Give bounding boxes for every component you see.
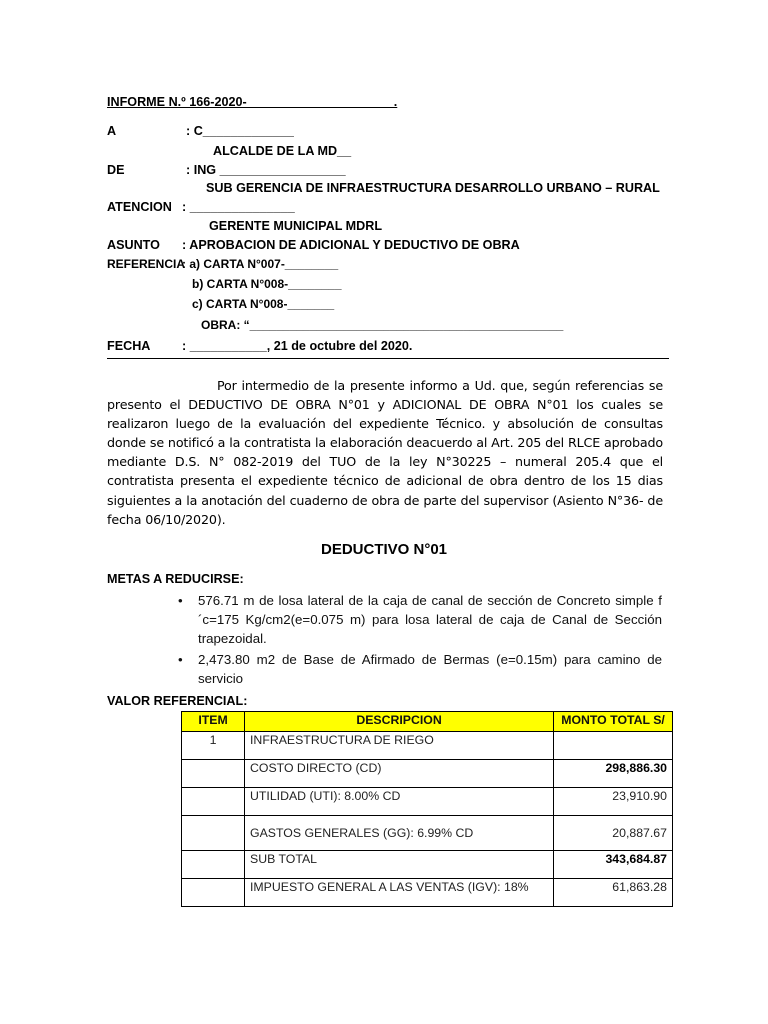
valor-referencial-table <box>181 711 673 907</box>
asunto-value: : APROBACION DE ADICIONAL Y DEDUCTIVO DE OBRA <box>182 238 520 252</box>
cell-item <box>182 816 245 851</box>
section-title: DEDUCTIVO N°01 <box>320 541 448 558</box>
cell-descripcion: COSTO DIRECTO (CD) <box>245 760 554 788</box>
obra-line: OBRA: “_______________________________________________ <box>201 318 564 332</box>
de-sender-title: SUB GERENCIA DE INFRAESTRUCTURA DESARROLLO URBANO – RURAL <box>206 181 660 195</box>
asunto-label: ASUNTO <box>107 238 160 252</box>
table-row <box>182 816 673 851</box>
cell-item <box>182 788 245 816</box>
fecha-label: FECHA <box>107 339 151 353</box>
cell-item <box>182 879 245 907</box>
valor-referencial-label: VALOR REFERENCIAL: <box>107 694 248 708</box>
column-header-monto: MONTO TOTAL S/ <box>554 712 673 732</box>
referencia-label: REFERENCIA <box>107 257 186 271</box>
de-value: : ING __________________ <box>186 163 346 177</box>
body-paragraph <box>107 376 663 529</box>
cell-descripcion: GASTOS GENERALES (GG): 6.99% CD <box>245 816 554 851</box>
a-label: A <box>107 124 117 138</box>
table-row <box>182 760 673 788</box>
cell-item <box>182 760 245 788</box>
cell-monto <box>554 732 673 760</box>
table-row <box>182 788 673 816</box>
cell-descripcion: UTILIDAD (UTI): 8.00% CD <box>245 788 554 816</box>
referencia-c: c) CARTA N°008-_______ <box>192 297 335 311</box>
column-header-item: ITEM <box>182 712 245 732</box>
cell-descripcion: SUB TOTAL <box>245 851 554 879</box>
bullet-dot-icon: • <box>178 593 183 608</box>
table-row <box>182 851 673 879</box>
de-label: DE <box>107 163 125 177</box>
cell-item: 1 <box>182 732 245 760</box>
header-divider <box>107 358 669 359</box>
table-row <box>182 732 673 760</box>
metas-label: METAS A REDUCIRSE: <box>107 572 244 586</box>
a-value: : C_____________ <box>186 124 294 138</box>
cell-monto: 61,863.28 <box>554 879 673 907</box>
a-recipient-title: ALCALDE DE LA MD__ <box>213 144 352 158</box>
cell-monto: 343,684.87 <box>554 851 673 879</box>
cell-monto: 298,886.30 <box>554 760 673 788</box>
cell-item <box>182 851 245 879</box>
table-row <box>182 879 673 907</box>
table-header-row <box>182 712 673 732</box>
atencion-title: GERENTE MUNICIPAL MDRL <box>209 219 383 233</box>
bullet-item: • 2,473.80 m2 de Base de Afirmado de Bermas (e=0.15m) para camino de servicio <box>178 652 662 687</box>
atencion-value: : _______________ <box>182 200 295 214</box>
cell-monto: 23,910.90 <box>554 788 673 816</box>
body-text: Por intermedio de la presente informo a Ud. que, según referencias se presento el DEDUCTIVO DE OBRA N°01 y ADICIONAL DE OBRA N°01 los cuales se realizaron luego de la evaluación del expediente Técnico. y absolución de consultas donde se notificó a la contratista la elaboración deacuerdo al Art. 205 del RLCE aprobado mediante D.S. N° 082-2019 del TUO de la ley N°30225 – numeral 205.4 que el contratista presenta el expediente técnico de adicional de obra dentro de los 15 dias siguientes a la anotación del cuaderno de obra de parte del supervisor (Asiento N°36- de fecha 06/10/2020). <box>107 378 663 527</box>
bullet-dot-icon: • <box>178 652 183 667</box>
cell-descripcion: IMPUESTO GENERAL A LAS VENTAS (IGV): 18% <box>245 879 554 907</box>
referencia-b: b) CARTA N°008-________ <box>192 277 342 291</box>
cell-monto: 20,887.67 <box>554 816 673 851</box>
column-header-descripcion: DESCRIPCION <box>245 712 554 732</box>
fecha-value: : ___________, 21 de octubre del 2020. <box>182 339 413 353</box>
referencia-a: : a) CARTA N°007-________ <box>182 257 339 271</box>
cell-descripcion: INFRAESTRUCTURA DE RIEGO <box>245 732 554 760</box>
informe-title: INFORME N.º 166-2020-_____________________. <box>107 95 398 109</box>
atencion-label: ATENCION <box>107 200 172 214</box>
bullet-item: • 576.71 m de losa lateral de la caja de canal de sección de Concreto simple f´c=175 Kg/cm2(e=0.075 m) para losa lateral de caja de Canal de Sección trapezoidal. <box>178 593 662 647</box>
